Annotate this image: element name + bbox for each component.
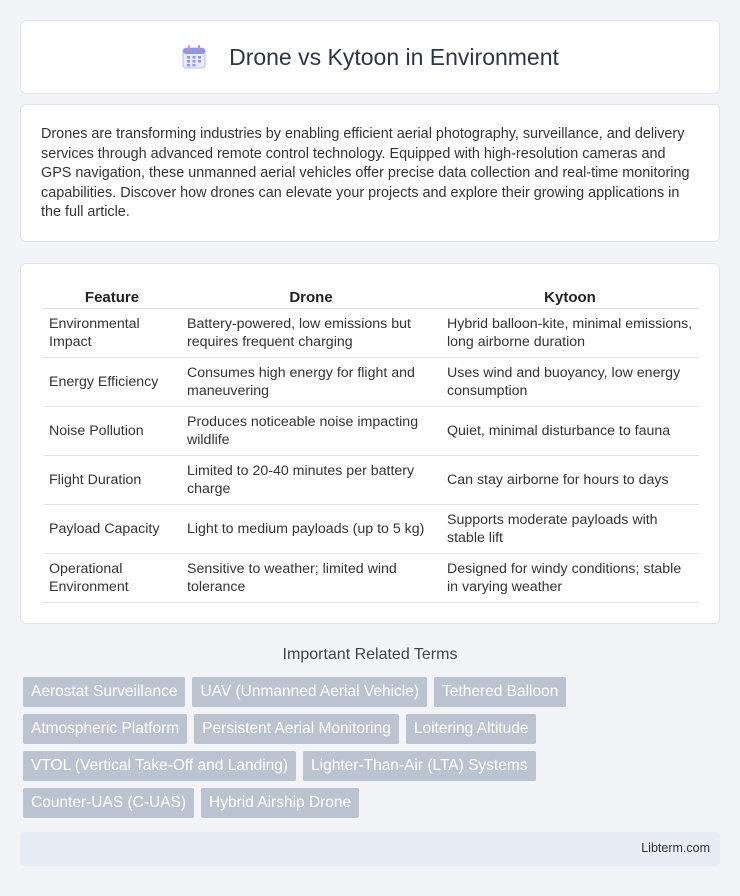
- table-cell-drone: Produces noticeable noise impacting wildlife: [181, 407, 441, 456]
- tag-row: [23, 751, 723, 781]
- header-kytoon: Kytoon: [441, 286, 699, 309]
- table-row: [43, 358, 699, 407]
- table-row: [43, 505, 699, 554]
- comparison-table: [43, 286, 699, 603]
- intro-card: [20, 104, 720, 242]
- table-cell-kytoon: Can stay airborne for hours to days: [441, 456, 699, 505]
- footer-site-link[interactable]: Libterm.com: [641, 841, 710, 855]
- related-terms-list: [23, 677, 723, 825]
- tag-row: [23, 788, 723, 818]
- header-drone: Drone: [181, 286, 441, 309]
- calendar-icon: [181, 44, 207, 70]
- table-cell-feature: Environmental Impact: [43, 309, 181, 358]
- term-tag[interactable]: Lighter-Than-Air (LTA) Systems: [303, 751, 535, 781]
- table-cell-feature: Payload Capacity: [43, 505, 181, 554]
- table-cell-kytoon: Supports moderate payloads with stable lift: [441, 505, 699, 554]
- table-cell-kytoon: Quiet, minimal disturbance to fauna: [441, 407, 699, 456]
- header-feature: Feature: [43, 286, 181, 309]
- title-card: [20, 20, 720, 94]
- table-cell-feature: Operational Environment: [43, 554, 181, 603]
- term-tag[interactable]: VTOL (Vertical Take-Off and Landing): [23, 751, 296, 781]
- table-cell-kytoon: Uses wind and buoyancy, low energy consumption: [441, 358, 699, 407]
- table-cell-drone: Battery-powered, low emissions but requires frequent charging: [181, 309, 441, 358]
- term-tag[interactable]: Persistent Aerial Monitoring: [194, 714, 399, 744]
- term-tag[interactable]: Aerostat Surveillance: [23, 677, 185, 707]
- tag-row: [23, 677, 723, 707]
- table-cell-feature: Flight Duration: [43, 456, 181, 505]
- table-cell-kytoon: Hybrid balloon-kite, minimal emissions, long airborne duration: [441, 309, 699, 358]
- table-cell-drone: Light to medium payloads (up to 5 kg): [181, 505, 441, 554]
- table-row: [43, 309, 699, 358]
- term-tag[interactable]: Hybrid Airship Drone: [201, 788, 359, 818]
- table-cell-kytoon: Designed for windy conditions; stable in varying weather: [441, 554, 699, 603]
- intro-text: Drones are transforming industries by enabling efficient aerial photography, surveillance, and delivery services through advanced remote control technology. Equipped with high-resolution cameras and GPS navigation, these unmanned aerial vehicles offer precise data collection and real-time monitoring capabilities. Discover how drones can elevate your projects and explore their growing applications in the full article.: [41, 126, 690, 221]
- table-row: [43, 554, 699, 603]
- table-cell-drone: Limited to 20-40 minutes per battery charge: [181, 456, 441, 505]
- table-cell-drone: Consumes high energy for flight and maneuvering: [181, 358, 441, 407]
- term-tag[interactable]: Counter-UAS (C-UAS): [23, 788, 194, 818]
- footer: [20, 832, 720, 866]
- table-cell-feature: Noise Pollution: [43, 407, 181, 456]
- table-header-row: [43, 286, 699, 309]
- term-tag[interactable]: UAV (Unmanned Aerial Vehicle): [192, 677, 427, 707]
- term-tag[interactable]: Atmospheric Platform: [23, 714, 187, 744]
- term-tag[interactable]: Loitering Altitude: [406, 714, 537, 744]
- table-row: [43, 407, 699, 456]
- related-terms-title: Important Related Terms: [282, 646, 458, 663]
- page-title: Drone vs Kytoon in Environment: [229, 43, 559, 70]
- tag-row: [23, 714, 723, 744]
- term-tag[interactable]: Tethered Balloon: [434, 677, 566, 707]
- comparison-card: [20, 263, 720, 624]
- table-row: [43, 456, 699, 505]
- table-cell-drone: Sensitive to weather; limited wind tolerance: [181, 554, 441, 603]
- table-cell-feature: Energy Efficiency: [43, 358, 181, 407]
